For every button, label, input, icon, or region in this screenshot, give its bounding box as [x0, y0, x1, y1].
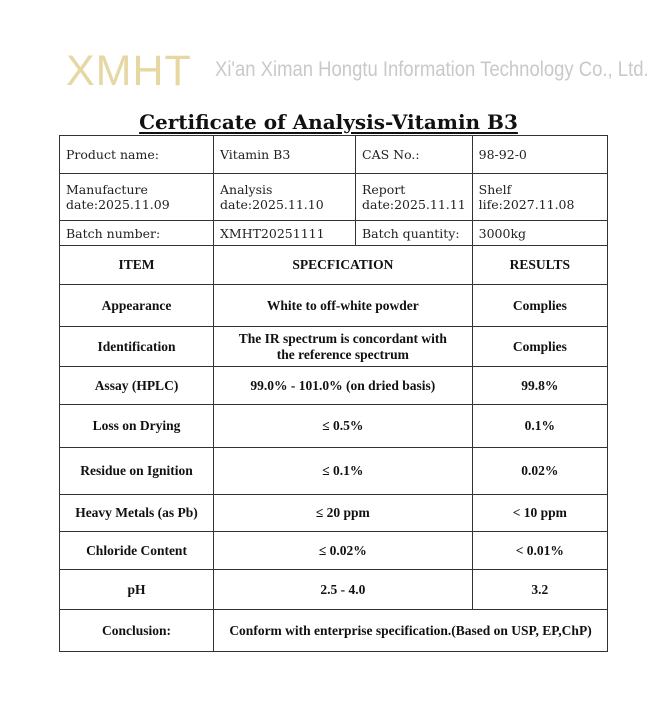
row-spec: ≤ 20 ppm	[214, 495, 473, 532]
table-row	[60, 405, 608, 448]
row-result: < 0.01%	[472, 532, 607, 570]
table-row	[60, 285, 608, 327]
table-row	[60, 448, 608, 495]
row-result: Complies	[472, 285, 607, 327]
row-item: Appearance	[60, 285, 214, 327]
row-result: < 10 ppm	[472, 495, 607, 532]
row-item: pH	[60, 570, 214, 610]
row-result: Complies	[472, 327, 607, 367]
row-spec: ≤ 0.5%	[214, 405, 473, 448]
header-item: ITEM	[60, 246, 214, 285]
info-row-dates	[60, 174, 608, 221]
manufacture-date: Manufacture date:2025.11.09	[60, 174, 214, 221]
product-name-label: Product name:	[60, 136, 214, 174]
table-row	[60, 495, 608, 532]
row-spec: White to off-white powder	[214, 285, 473, 327]
product-name-value: Vitamin B3	[214, 136, 356, 174]
row-result: 99.8%	[472, 367, 607, 405]
conclusion-value: Conform with enterprise specification.(Based on USP, EP,ChP)	[214, 610, 608, 652]
info-row-product	[60, 136, 608, 174]
cas-value: 98-92-0	[472, 136, 607, 174]
row-spec: ≤ 0.1%	[214, 448, 473, 495]
row-spec: The IR spectrum is concordant with the reference spectrum	[214, 327, 473, 367]
batch-quantity-value: 3000kg	[472, 221, 607, 246]
table-row	[60, 367, 608, 405]
header-results: RESULTS	[472, 246, 607, 285]
row-item: Heavy Metals (as Pb)	[60, 495, 214, 532]
report-date: Report date:2025.11.11	[356, 174, 473, 221]
row-result: 3.2	[472, 570, 607, 610]
shelf-life: Shelf life:2027.11.08	[472, 174, 607, 221]
row-item: Assay (HPLC)	[60, 367, 214, 405]
cas-label: CAS No.:	[356, 136, 473, 174]
row-spec: ≤ 0.02%	[214, 532, 473, 570]
row-result: 0.1%	[472, 405, 607, 448]
row-item: Residue on Ignition	[60, 448, 214, 495]
row-item: Identification	[60, 327, 214, 367]
table-row	[60, 327, 608, 367]
conclusion-row	[60, 610, 608, 652]
batch-number-label: Batch number:	[60, 221, 214, 246]
batch-number-value: XMHT20251111	[214, 221, 356, 246]
row-spec: 99.0% - 101.0% (on dried basis)	[214, 367, 473, 405]
coa-table	[59, 135, 608, 652]
table-row	[60, 570, 608, 610]
company-logo: XMHT	[66, 47, 192, 95]
header-specification: SPECFICATION	[214, 246, 473, 285]
row-spec: 2.5 - 4.0	[214, 570, 473, 610]
row-result: 0.02%	[472, 448, 607, 495]
table-row	[60, 532, 608, 570]
row-item: Loss on Drying	[60, 405, 214, 448]
table-header-row	[60, 246, 608, 285]
row-item: Chloride Content	[60, 532, 214, 570]
conclusion-label: Conclusion:	[60, 610, 214, 652]
info-row-batch	[60, 221, 608, 246]
analysis-date: Analysis date:2025.11.10	[214, 174, 356, 221]
company-name: Xi'an Ximan Hongtu Information Technology Co., Ltd.	[215, 58, 649, 81]
document-title: Certificate of Analysis-Vitamin B3	[139, 110, 518, 134]
batch-quantity-label: Batch quantity:	[356, 221, 473, 246]
